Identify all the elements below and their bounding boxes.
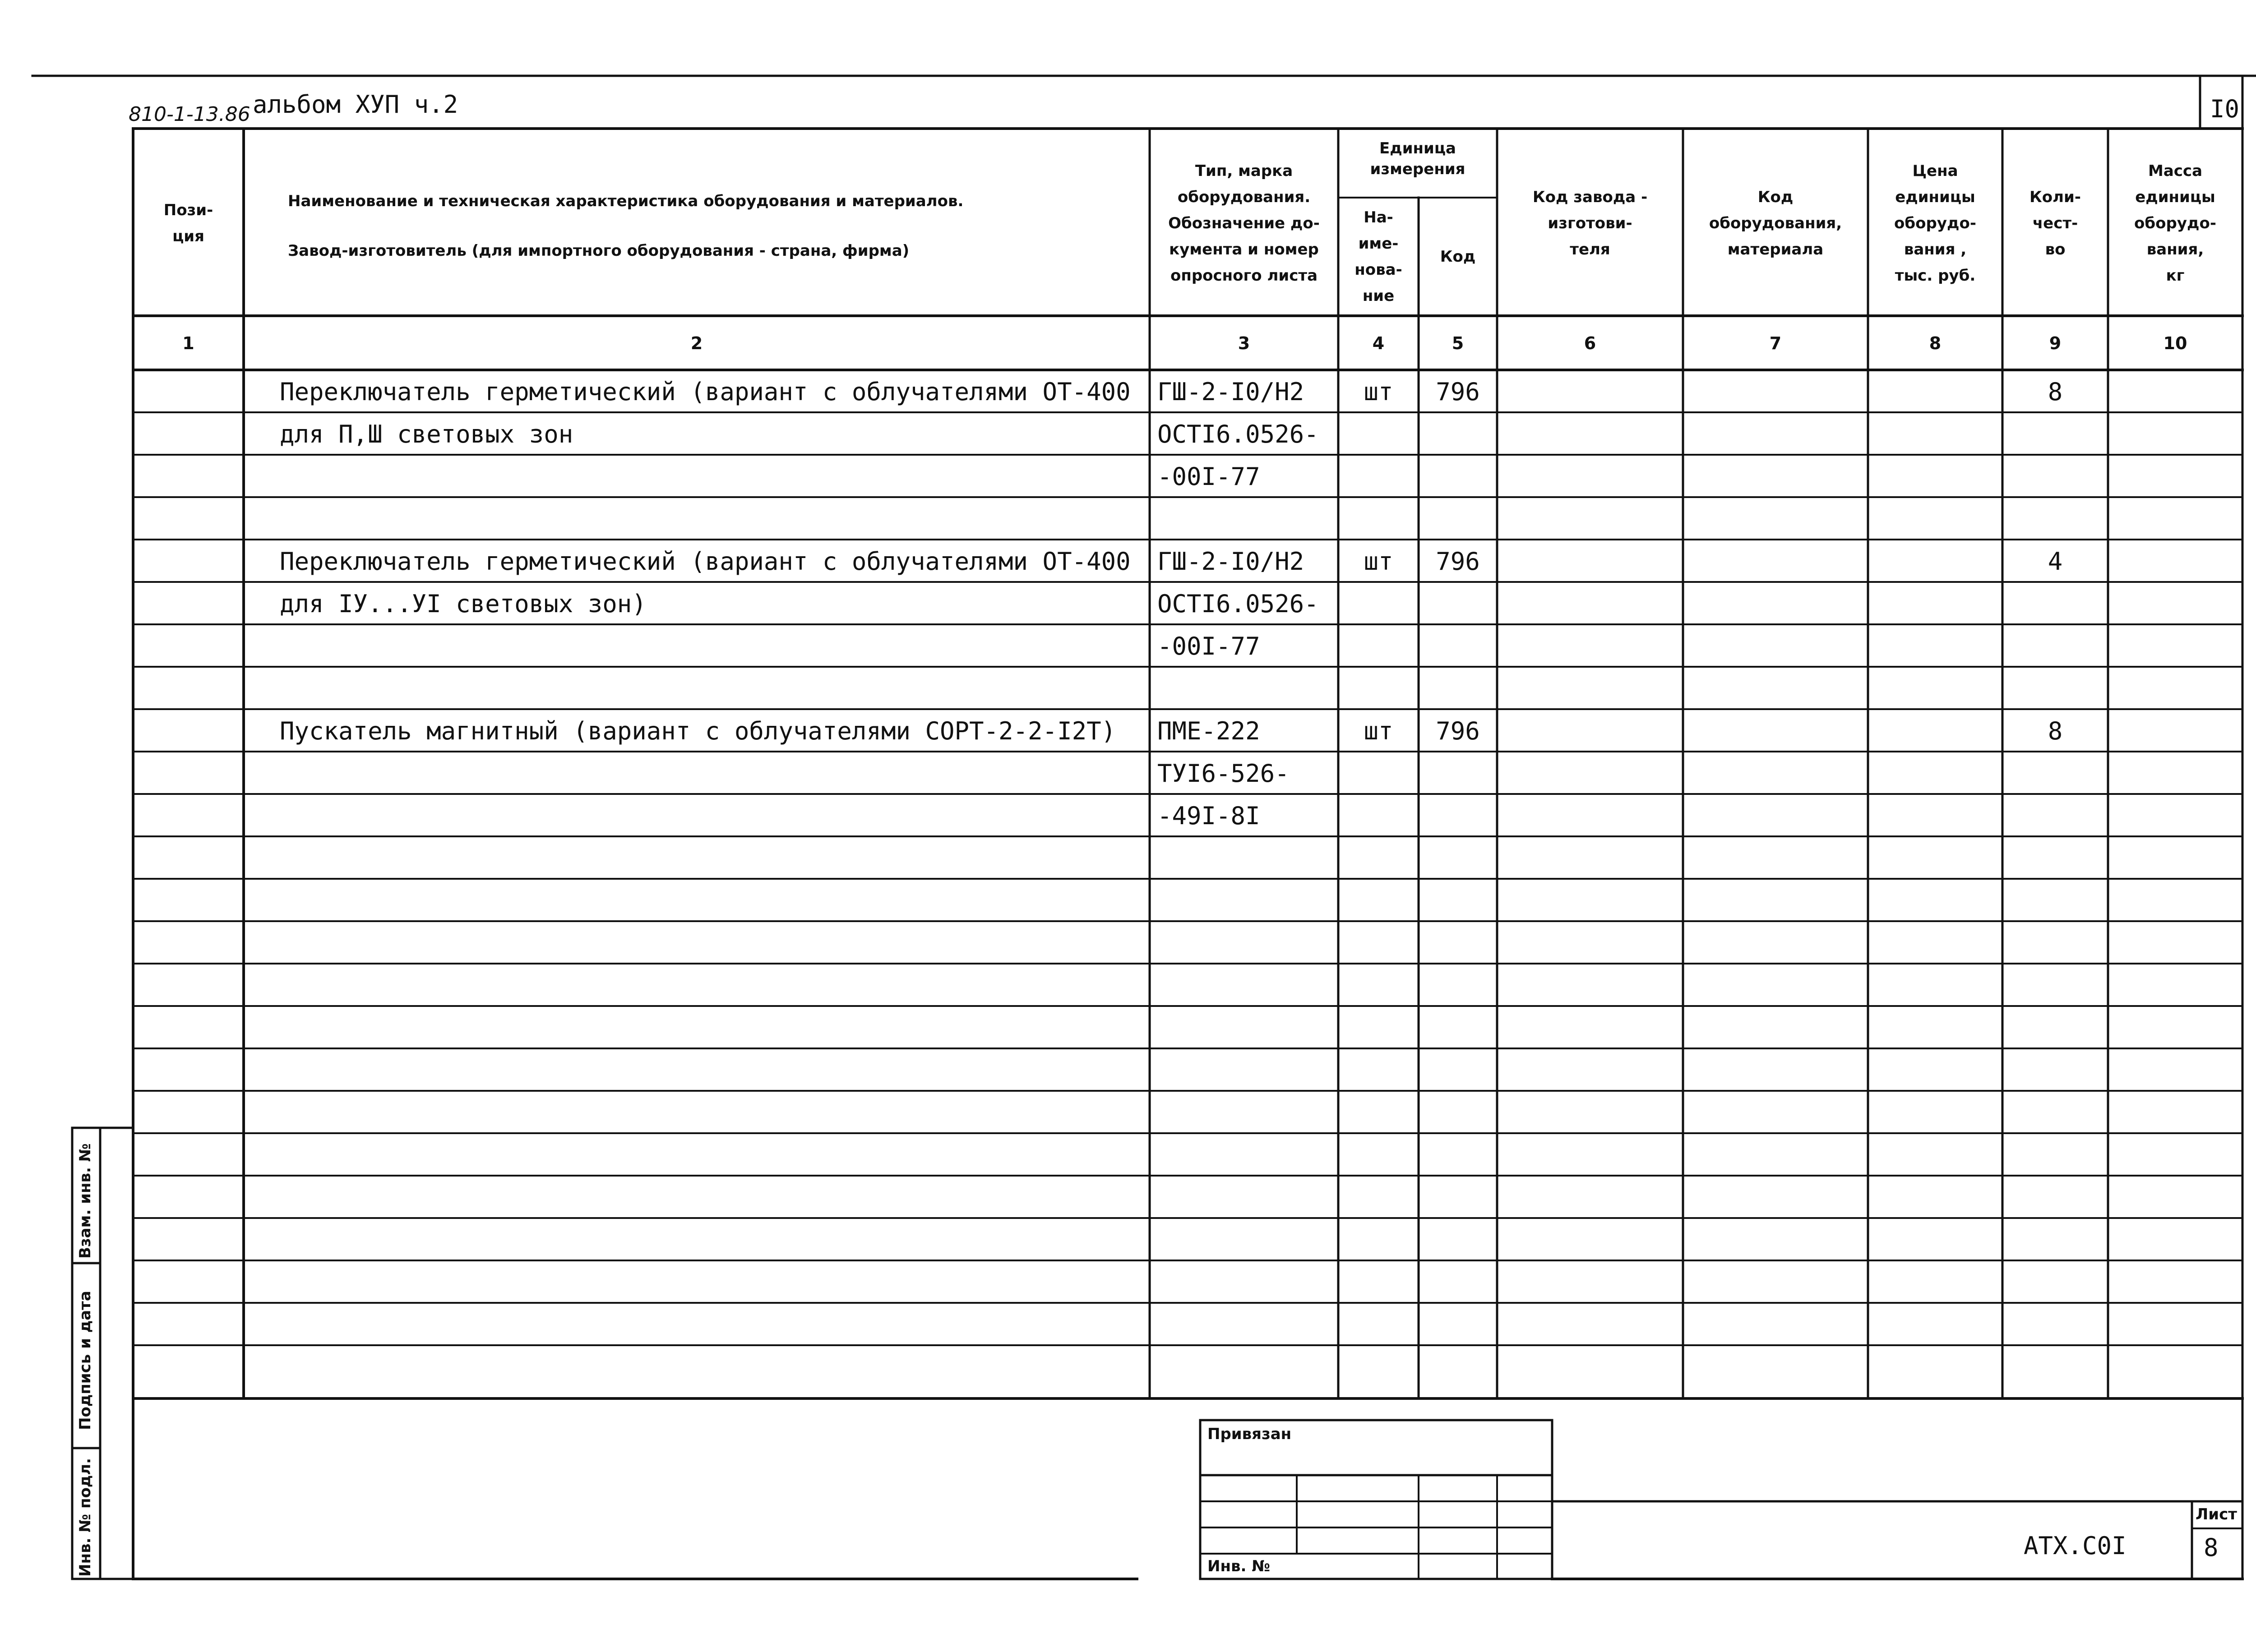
item-type: -00I-77 (1157, 632, 1260, 660)
item-type: ОСТI6.0526- (1157, 420, 1319, 448)
column-header-title: Код завода - (1532, 188, 1648, 206)
item-qty: 8 (2048, 717, 2063, 745)
sheet-number: 8 (2204, 1533, 2219, 1562)
item-type: ОСТI6.0526- (1157, 590, 1319, 618)
column-header-title: единицы (2135, 188, 2215, 206)
column-number: 6 (1584, 333, 1596, 353)
column-header-title: тыс. руб. (1895, 267, 1976, 285)
column-header-title: кг (2166, 267, 2185, 285)
stamp-privyazan: Привязан (1207, 1425, 1292, 1443)
unit-group-title: Единица (1379, 139, 1456, 157)
column-header-title: ние (1362, 287, 1395, 305)
item-qty: 4 (2048, 547, 2063, 576)
column-header-title: Масса (2148, 162, 2203, 180)
column-header-title: нова- (1355, 261, 1402, 279)
column-number: 2 (690, 333, 703, 353)
item-type: ТУI6-526- (1157, 759, 1290, 788)
column-header-title: Пози- (163, 201, 213, 219)
column-header-title: вания, (2146, 240, 2204, 258)
column-header-title: Код (1440, 248, 1476, 266)
column-number: 9 (2049, 333, 2062, 353)
column-header-title: чест- (2032, 214, 2078, 232)
item-type: -49I-8I (1157, 802, 1260, 830)
column-header-title: оборудо- (1894, 214, 1976, 232)
column-header-title: Обозначение до- (1168, 214, 1320, 232)
column-number: 1 (182, 333, 194, 353)
column-header-title: теля (1570, 240, 1610, 258)
column-header-title: во (2045, 240, 2066, 258)
column-number: 7 (1769, 333, 1782, 353)
column-header-title: изготови- (1548, 214, 1632, 232)
item-name: Пускатель магнитный (вариант с облучателями СОРТ-2-2-I2Т) (280, 717, 1116, 745)
column-header-title: Тип, марка (1195, 162, 1293, 180)
item-code: 796 (1436, 378, 1480, 406)
item-type: ПМЕ-222 (1157, 717, 1260, 745)
column-header-title: Завод-изготовитель (для импортного оборудования - страна, фирма) (288, 242, 910, 260)
stamp-inv-no: Инв. № (1207, 1557, 1271, 1575)
item-unit: шт (1364, 717, 1393, 745)
column-header-title: единицы (1895, 188, 1975, 206)
item-type: ГШ-2-I0/Н2 (1157, 378, 1304, 406)
column-header-title: Коли- (2029, 188, 2081, 206)
item-type: ГШ-2-I0/Н2 (1157, 547, 1304, 576)
page-number: I0 (2210, 95, 2240, 123)
column-header-title: оборудования, (1709, 214, 1842, 232)
side-label-inv-podl: Инв. № подл. (76, 1458, 94, 1577)
doc-code: АТХ.С0I (2024, 1532, 2127, 1560)
column-number: 5 (1452, 333, 1464, 353)
album-code: 810-1-13.86 (129, 103, 250, 126)
column-header-title: име- (1358, 235, 1399, 253)
item-unit: шт (1364, 547, 1393, 576)
item-name: для П,Ш световых зон (280, 420, 573, 448)
item-unit: шт (1364, 378, 1393, 406)
item-type: -00I-77 (1157, 462, 1260, 491)
side-label-podpis: Подпись и дата (76, 1291, 94, 1430)
column-header-title: оборудо- (2134, 214, 2216, 232)
album-title: альбом ХУП ч.2 (253, 90, 458, 119)
side-label-vzam: Взам. инв. № (76, 1143, 94, 1259)
item-name: Переключатель герметический (вариант с облучателями ОТ-400 (280, 547, 1131, 576)
unit-group-title: измерения (1370, 160, 1465, 178)
column-header-title: вания , (1904, 240, 1967, 258)
column-header-title: опросного листа (1170, 267, 1318, 285)
column-header-title: Код (1757, 188, 1794, 206)
item-name: Переключатель герметический (вариант с облучателями ОТ-400 (280, 378, 1131, 406)
column-header-title: материала (1727, 240, 1824, 258)
column-header-title: ция (172, 227, 204, 245)
column-header-title: Цена (1912, 162, 1958, 180)
column-header-title: На- (1364, 208, 1393, 226)
item-code: 796 (1436, 717, 1480, 745)
column-header-title: оборудования. (1177, 188, 1311, 206)
column-number: 8 (1929, 333, 1942, 353)
column-header-title: Наименование и техническая характеристика оборудования и материалов. (288, 192, 964, 210)
sheet-label: Лист (2196, 1505, 2237, 1523)
item-name: для IУ...УI световых зон) (280, 590, 647, 618)
item-qty: 8 (2048, 378, 2063, 406)
item-code: 796 (1436, 547, 1480, 576)
column-number: 3 (1238, 333, 1250, 353)
column-number: 4 (1372, 333, 1385, 353)
column-header-title: кумента и номер (1169, 240, 1319, 258)
column-number: 10 (2163, 333, 2187, 353)
